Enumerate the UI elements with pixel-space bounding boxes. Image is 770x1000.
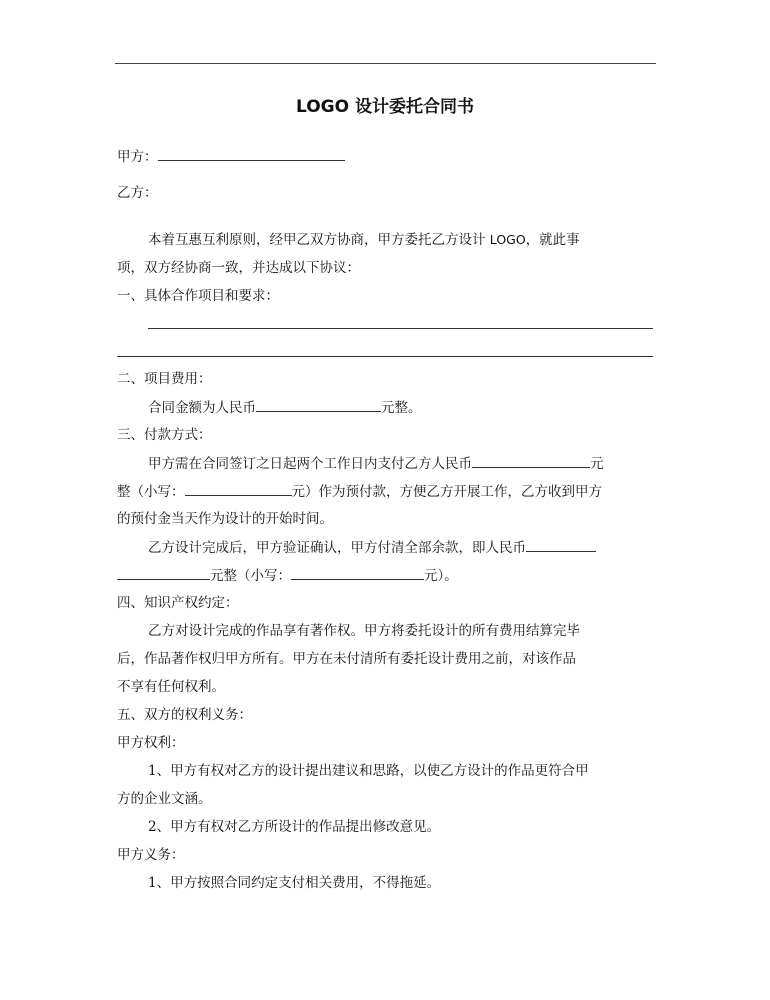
fee-label: 合同金额为人民币: [148, 400, 256, 416]
party-a-duty-1: 1、甲方按照合同约定支付相关费用，不得拖延。: [148, 875, 441, 891]
intro-line-2: 项，双方经协商一致，并达成以下协议：: [117, 260, 360, 276]
ip-line-3: 不享有任何权利。: [117, 679, 225, 695]
balance-amount-blank-1: [526, 537, 596, 552]
requirements-blank-line-1: [148, 328, 653, 329]
payment-p2-line-2: [117, 565, 458, 586]
document-title: LOGO 设计委托合同书: [295, 97, 474, 117]
advance-amount-blank: [472, 453, 590, 468]
header-rule: [115, 63, 656, 64]
payment-text: 整（小写：: [117, 484, 185, 500]
payment-text: 元整（小写：: [210, 568, 291, 584]
payment-p1-line-2: [117, 481, 602, 502]
party-a-rights-label: 甲方权利：: [117, 735, 185, 751]
intro-logo-word: LOGO: [489, 232, 526, 247]
party-a-right-2: 2、甲方有权对乙方所设计的作品提出修改意见。: [148, 819, 441, 835]
ip-line-1: 乙方对设计完成的作品享有著作权。甲方将委托设计的所有费用结算完毕: [148, 623, 580, 639]
party-a-right-1-line-2: 方的企业文涵。: [117, 791, 212, 807]
payment-text: 元）。: [424, 568, 458, 584]
balance-amount-blank-2: [117, 565, 210, 580]
payment-text: 甲方需在合同签订之日起两个工作日内支付乙方人民币: [148, 456, 472, 472]
party-b-label: 乙方：: [117, 185, 158, 201]
party-a-label: 甲方：: [117, 149, 158, 165]
section-3-heading: 三、付款方式：: [117, 427, 212, 443]
party-a-duties-label: 甲方义务：: [117, 847, 185, 863]
intro-text: 本着互惠互利原则，经甲乙双方协商，甲方委托乙方设计: [148, 232, 486, 248]
requirements-blank-line-2: [117, 356, 653, 357]
fee-line: [148, 397, 422, 418]
section-2-heading: 二、项目费用：: [117, 371, 212, 387]
balance-lowercase-blank: [291, 565, 424, 580]
advance-lowercase-blank: [185, 481, 292, 496]
payment-text: 元）作为预付款，方便乙方开展工作，乙方收到甲方: [291, 484, 602, 500]
party-a-line: [117, 146, 345, 167]
party-b-line: [117, 183, 158, 203]
section-5-heading: 五、双方的权利义务：: [117, 707, 252, 723]
payment-p1-line-1: [148, 453, 604, 474]
intro-text-end: ，就此事: [525, 232, 580, 248]
party-a-blank: [158, 146, 345, 161]
fee-unit: 元整。: [381, 400, 422, 416]
payment-p1-line-3: 的预付金当天作为设计的开始时间。: [117, 511, 333, 527]
section-1-heading: 一、具体合作项目和要求：: [117, 288, 279, 304]
fee-amount-blank: [256, 397, 381, 412]
ip-line-2: 后，作品著作权归甲方所有。甲方在未付清所有委托设计费用之前，对该作品: [117, 651, 576, 667]
payment-p2-line-1: [148, 537, 596, 558]
intro-line-1: [148, 230, 580, 250]
payment-text: 乙方设计完成后，甲方验证确认，甲方付清全部余款，即人民币: [148, 540, 526, 556]
party-a-right-1-line-1: 1、甲方有权对乙方的设计提出建议和思路，以使乙方设计的作品更符合甲: [148, 763, 589, 779]
payment-unit: 元: [590, 456, 604, 472]
section-4-heading: 四、知识产权约定：: [117, 595, 239, 611]
